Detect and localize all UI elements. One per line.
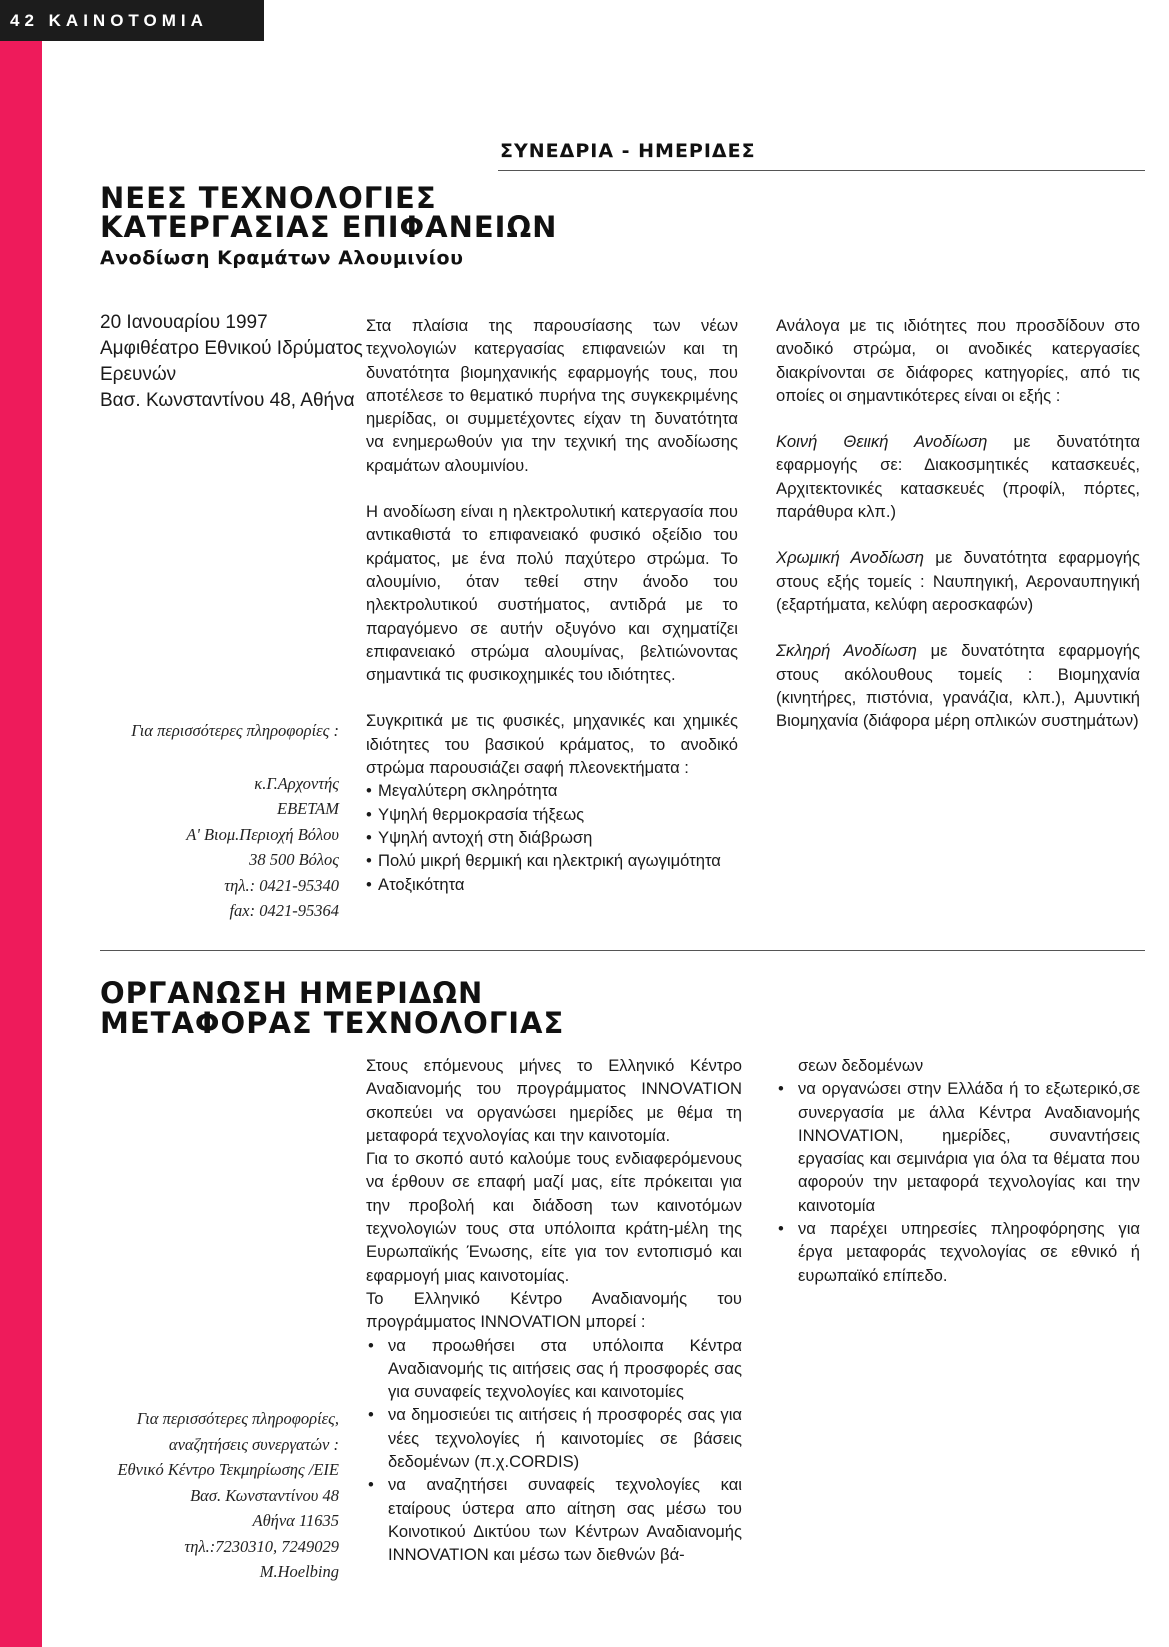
paragraph: Στους επόμενους μήνες το Ελληνικό Κέντρο Αναδιανομής του προγράμματος INNOVATION σκοπεύει να οργανώσει ημερίδες με θέμα τη μεταφορά τεχνολογίας και την καινοτομία.: [366, 1056, 742, 1145]
list-item: • Πολύ μικρή θερμική και ηλεκτρική αγωγιμότητα: [366, 849, 738, 872]
list-item: • Υψηλή θερμοκρασία τήξεως: [366, 803, 738, 826]
article-divider: [100, 950, 1145, 951]
contact-line: 38 500 Βόλος: [249, 850, 339, 869]
term-description: με δυνατότητα εφαρμογής στους ακόλουθους τομείς : Βιομηχανία (κινητήρες, πιστόνια, γρανάζια, κλπ.), Αμυντική Βιομηχανία (διάφορα μέρη οπλικών συστημάτων): [776, 641, 1140, 731]
paragraph: Στα πλαίσια της παρουσίασης των νέων τεχνολογιών κατεργασίας επιφανειών και τη δυνατότητα βιομηχανικής εφαρμογής τους, που αποτέλεσε το θεματικό πυρήνα της συγκεκριμένης ημερίδας, οι συμμετέχοντες είχαν τη δυνατότητα να ενημερωθούν για την τεχνική της ανοδίωσης κραμάτων αλουμινίου.: [366, 316, 738, 475]
event-date: 20 Ιανουαρίου 1997: [100, 312, 268, 333]
anodization-item: [776, 430, 1140, 523]
event-venue-line1: Αμφιθέατρο Εθνικού Ιδρύματος: [100, 338, 363, 359]
contact-heading: Για περισσότερες πληροφορίες :: [131, 721, 339, 740]
paragraph: Για το σκοπό αυτό καλούμε τους ενδιαφερόμενους να έρθουν σε επαφή μαζί μας, είτε πρόκειται για την προβολή και διάδοση των καινοτόμων τεχνολογιών τους στα υπόλοιπα κράτη-μέλη της Ευρωπαϊκής Ένωσης, είτε για τον εντοπισμό και εφαρμογή μιας καινοτομίας.: [366, 1149, 742, 1285]
contact-line: Αθήνα 11635: [252, 1511, 339, 1530]
article2-title-line2: ΜΕΤΑΦΟΡΑΣ ΤΕΧΝΟΛΟΓΙΑΣ: [100, 1006, 565, 1040]
article2-contact: [39, 1406, 339, 1585]
article1-column3: [776, 314, 1140, 755]
event-venue-line2: Ερευνών: [100, 364, 177, 385]
advantages-list: [366, 779, 738, 895]
term: Κοινή Θειική Ανοδίωση: [776, 432, 988, 452]
section-label: ΣΥΝΕΔΡΙΑ - ΗΜΕΡΙΔΕΣ: [500, 140, 756, 162]
magazine-name: ΚΑΙΝΟΤΟΜΙΑ: [48, 11, 208, 30]
paragraph: Συγκριτικά με τις φυσικές, μηχανικές και χημικές ιδιότητες του βασικού κράματος, το ανοδικό στρώμα παρουσιάζει σαφή πλεονεκτήματα :: [366, 711, 738, 778]
event-info: [100, 310, 363, 414]
contact-line: fax: 0421-95364: [229, 901, 339, 920]
list-item: • Ατοξικότητα: [366, 873, 738, 896]
term: Σκληρή Ανοδίωση: [776, 641, 917, 661]
term-description: με δυνατότητα εφαρμογής σε: Διακοσμητικές κατασκευές, Αρχιτεκτονικές κατασκευές (προφίλ, πόρτες, παράθυρα κλπ.): [776, 432, 1140, 522]
contact-line: ΕΒΕΤΑΜ: [276, 799, 339, 818]
contact-heading: Για περισσότερες πληροφορίες,: [136, 1409, 339, 1428]
list-item: • Μεγαλύτερη σκληρότητα: [366, 779, 738, 802]
section-rule: [498, 170, 1145, 171]
contact-line: τηλ.:7230310, 7249029: [184, 1536, 339, 1556]
contact-line: τηλ.: 0421-95340: [224, 875, 339, 895]
list-item: • να οργανώσει στην Ελλάδα ή το εξωτερικό,σε συνεργασία με άλλα Κέντρα Αναδιανομής INNOVATION, ημερίδες, συναντήσεις εργασίας και σεμινάρια για όλα τα θέματα που αφορούν την μεταφορά τεχνολογίας και την καινοτομία: [776, 1077, 1140, 1217]
event-address: Βασ. Κωνσταντίνου 48, Αθήνα: [100, 390, 355, 411]
list-item: • να αναζητήσει συναφείς τεχνολογίες και εταίρους ύστερα απο αίτηση σας μέσω του Κοινοτικού Δικτύου των Κέντρων Αναδιανομής INNOVATION και μέσω των διεθνών βά-: [366, 1473, 742, 1566]
article1-title-line2: ΚΑΤΕΡΓΑΣΙΑΣ ΕΠΙΦΑΝΕΙΩΝ: [100, 210, 558, 244]
list-item: • να παρέχει υπηρεσίες πληροφόρησης για έργα μεταφοράς τεχνολογίας σε εθνικό ή ευρωπαϊκό επίπεδο.: [776, 1217, 1140, 1287]
contact-line: Εθνικό Κέντρο Τεκμηρίωσης /ΕΙΕ: [117, 1460, 339, 1479]
article1-contact: [79, 718, 339, 924]
article2-title-line1: ΟΡΓΑΝΩΣΗ ΗΜΕΡΙΔΩΝ: [100, 976, 484, 1010]
list-item: • να δημοσιεύει τις αιτήσεις ή προσφορές σας για νέες τεχνολογίες ή καινοτομίες σε βάσεις δεδομένων (π.χ.CORDIS): [366, 1403, 742, 1473]
article1-title-line1: ΝΕΕΣ ΤΕΧΝΟΛΟΓΙΕΣ: [100, 181, 437, 215]
contact-heading: αναζητήσεις συνεργατών :: [168, 1434, 339, 1454]
contact-line: κ.Γ.Αρχοντής: [254, 773, 339, 793]
paragraph: Το Ελληνικό Κέντρο Αναδιανομής του προγράμματος INNOVATION μπορεί :: [366, 1288, 742, 1332]
list-item: • να προωθήσει στα υπόλοιπα Κέντρα Αναδιανομής τις αιτήσεις σας ή προσφορές σας για συναφείς τεχνολογίες και καινοτομίες: [366, 1334, 742, 1404]
list-item: • Υψηλή αντοχή στη διάβρωση: [366, 826, 738, 849]
contact-line: Βασ. Κωνσταντίνου 48: [190, 1485, 339, 1505]
page-number: 42: [10, 11, 39, 30]
contact-line: M.Hoelbing: [259, 1562, 339, 1581]
page-header-band: [0, 0, 264, 41]
article2-column3: [776, 1054, 1140, 1287]
term: Χρωμική Ανοδίωση: [776, 548, 924, 568]
services-list: [366, 1334, 742, 1567]
article1-column2: [366, 314, 738, 896]
paragraph: Η ανοδίωση είναι η ηλεκτρολυτική κατεργασία που αντικαθιστά το επιφανειακό φυσικό οξείδιο του κράματος, με ένα πολύ παχύτερο στρώμα. Το αλουμίνιο, όταν τεθεί στην άνοδο του ηλεκτρολυτικού συστήματος, αντιδρά με το παραγόμενο σε αυτήν οξυγόνο και σχηματίζει επιφανειακό στρώμα αλουμίνας, βελτιώνοντας σημαντικά τις φυσικοχημικές του ιδιότητες.: [366, 502, 738, 685]
pink-margin-bar: [0, 0, 42, 1647]
article2-column2: [366, 1054, 742, 1567]
continued-text: σεων δεδομένων: [798, 1056, 924, 1075]
contact-line: Α' Βιομ.Περιοχή Βόλου: [186, 824, 339, 844]
anodization-item: [776, 639, 1140, 732]
anodization-item: [776, 546, 1140, 616]
paragraph: Ανάλογα με τις ιδιότητες που προσδίδουν στο ανοδικό στρώμα, οι ανοδικές κατεργασίες διακρίνονται σε διάφορες κατηγορίες, από τις οποίες οι σημαντικότερες είναι οι εξής :: [776, 316, 1140, 405]
article1-subtitle: Ανοδίωση Κραμάτων Αλουμινίου: [100, 247, 464, 269]
term-description: με δυνατότητα εφαρμογής στους εξής τομείς : Ναυπηγική, Αεροναυπηγική (εξαρτήματα, κελύφη αεροσκαφών): [776, 548, 1140, 614]
services-list-cont: [776, 1077, 1140, 1287]
